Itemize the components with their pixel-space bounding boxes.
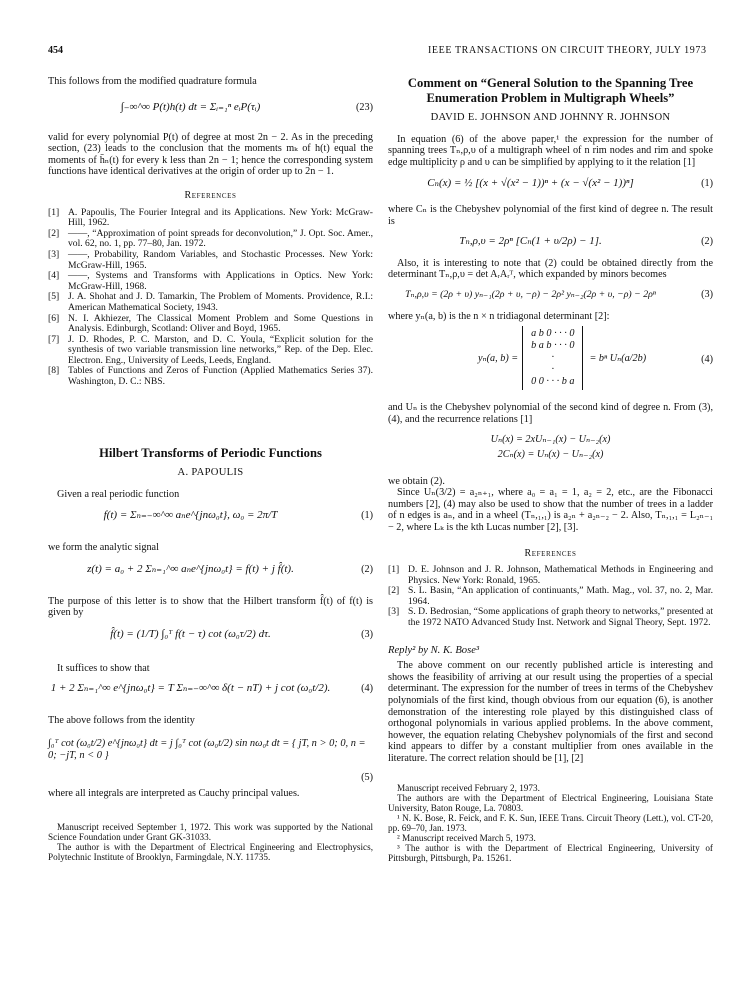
reference-item: [2] S. L. Basin, “An application of continuants,” Math. Mag., vol. 37, no. 2, Mar. 1964.	[388, 585, 713, 607]
paragraph: The above follows from the identity	[48, 714, 195, 726]
equation-23	[48, 88, 373, 132]
equation-number: (2)	[361, 563, 373, 575]
paragraph: In equation (6) of the above paper,¹ the expression for the number of spanning trees Tₙ,ρ,υ of a multigraph wheel of n rim nodes and rim and spoke edge multiplicity ρ and υ can be simplified by applying to it the relation [1]	[388, 133, 713, 168]
reference-item: [5] J. A. Shohat and J. D. Tamarkin, The Problem of Moments. Providence, R.I.: American Mathematical Society, 1943.	[48, 291, 373, 313]
footnote: ³ The author is with the Department of Electrical Engineering, University of Pittsburgh, Pittsburgh, Pa. 15261.	[388, 842, 713, 863]
footnote: ¹ N. K. Bose, R. Feick, and F. K. Sun, IEEE Trans. Circuit Theory (Lett.), vol. CT-20, pp. 69–70, Jan. 1973.	[388, 812, 713, 833]
paragraph: valid for every polynomial P(t) of degree at most 2n − 2. As in the preceding section, (23) leads to the conclusion that the moments mₖ of h(t) equal the moments of h̄ₙ(t) for every k less than 2n − 1; hence the corresponding system functions have identical derivatives at the origin of order up to 2n − 1.	[48, 131, 373, 178]
reference-item: [4] ——, Systems and Transforms with Applications in Optics. New York: McGraw-Hill, 1968.	[48, 270, 373, 292]
footnote: The author is with the Department of Electrical Engineering and Electrophysics, Polytechnic Institute of Brooklyn, Farmingdale, N.Y. 11735.	[48, 841, 373, 862]
page-number: 454	[48, 45, 63, 56]
equation-4	[48, 675, 373, 715]
equation-number: (1)	[361, 510, 373, 522]
footnotes	[388, 783, 713, 863]
equation-number: (3)	[701, 288, 713, 300]
intro-text: This follows from the modified quadrature formula	[48, 76, 257, 87]
references-heading: References	[524, 547, 577, 559]
paragraph: we form the analytic signal	[48, 542, 159, 554]
equation-4	[388, 322, 713, 402]
paragraph: The purpose of this letter is to show that the Hilbert transform f̂(t) of f(t) is given by	[48, 595, 373, 619]
equation-body: Tₙ,ρ,υ = 2ρⁿ [Cₙ(1 + υ/2ρ) − 1].	[459, 234, 602, 247]
reference-item: [7] J. D. Rhodes, P. C. Marston, and D. C. Youla, “Explicit solution for the synthesis of two variable transmission line networks,” Rep. of the Dep. Elec. Electron. Eng., University of Leeds, Leeds, England.	[48, 333, 373, 366]
paragraph: It suffices to show that	[57, 662, 150, 674]
footnote: The authors are with the Department of Electrical Engineering, Louisiana State University, Baton Rouge, La. 70803.	[388, 792, 713, 813]
tridiagonal-determinant: a b 0 · · · 0 b a b · · · 0 · · 0 0 · · · b a	[522, 326, 583, 390]
equation-2	[388, 228, 713, 258]
equation-number: (23)	[356, 101, 373, 113]
equation-number: (3)	[361, 628, 373, 640]
footnotes	[48, 822, 373, 862]
equation-body: f̂(t) = (1/T) ∫₀ᵀ f(t − τ) cot (ω₀τ/2) dτ.	[110, 627, 271, 640]
equation-body: ∫₋∞^∞ P(t)h(t) dt = Σᵢ₌₁ⁿ eᵢP(τᵢ)	[120, 100, 261, 113]
equation-lhs: yₙ(a, b) =	[478, 352, 519, 364]
equation-body: ∫₀ᵀ cot (ω₀t/2) e^{jnω₀t} dt = j ∫₀ᵀ cot (ω₀t/2) sin nω₀t dt = { jT, n > 0; 0, n = 0; −jT, n < 0 }	[48, 738, 366, 761]
equation-body: z(t) = a₀ + 2 Σₙ₌₁^∞ aₙe^{jnω₀t} = f(t) + j f̂(t).	[87, 562, 294, 575]
equation-5	[48, 726, 373, 784]
reference-item: [3] S. D. Bedrosian, “Some applications of graph theory to networks,” presented at the 1972 NATO Advanced Study Inst. Network and Signal Theory, Sept. 1972.	[388, 606, 713, 629]
article-authors: DAVID E. JOHNSON AND JOHNNY R. JOHNSON	[430, 112, 671, 123]
footnote: ² Manuscript received March 5, 1973.	[397, 832, 536, 843]
recurrence-equations: Uₙ(x) = 2xUₙ₋₁(x) − Uₙ₋₂(x) 2Cₙ(x) = Uₙ(x) − Uₙ₋₂(x)	[490, 433, 611, 460]
equation-3	[388, 281, 713, 311]
paragraph: Since Uₙ(3/2) = a₂ₙ₊₁, where a₀ = a₁ = 1, a₂ = 2, etc., are the Fibonacci numbers [2], (4) may also be used to show that the number of trees in a ladder of n edges is aₙ, and in a wheel (Tₙ,₁,₁) is a₂ₙ + a₂ₙ₋₂ − 2. Also, Tₙ,₁,₁ = L₂ₙ₋₁ − 2, where Lₖ is the kth Lucas number [2], [3].	[388, 487, 713, 533]
equation-body: Cₙ(x) = ½ [(x + √(x² − 1))ⁿ + (x − √(x² − 1))ⁿ]	[427, 177, 634, 190]
comment-article	[388, 76, 713, 863]
equation-number: (4)	[701, 354, 713, 366]
paragraph: we obtain (2).	[388, 475, 445, 487]
equation-number: (2)	[701, 235, 713, 247]
paragraph: Given a real periodic function	[57, 488, 180, 500]
equation-3	[48, 619, 373, 663]
equation-body: f(t) = Σₙ₌₋∞^∞ aₙe^{jnω₀t}, ω₀ = 2π/T	[103, 509, 278, 522]
reference-item: [1] A. Papoulis, The Fourier Integral and its Applications. New York: McGraw-Hill, 1962.	[48, 206, 373, 229]
equation-body: 1 + 2 Σₙ₌₁^∞ e^{jnω₀t} = T Σₙ₌₋∞^∞ δ(t − nT) + j cot (ω₀t/2).	[50, 681, 331, 694]
reference-list	[388, 565, 713, 629]
paragraph: and Uₙ is the Chebyshev polynomial of the second kind of degree n. From (3), (4), and the recurrence relations [1]	[388, 402, 713, 425]
left-column	[48, 76, 373, 388]
reply-heading: Reply² by N. K. Bose³	[388, 644, 480, 656]
equation-body: Tₙ,ρ,υ = (2ρ + υ) yₙ₋₁(2ρ + υ, −ρ) − 2ρ² yₙ₋₂(2ρ + υ, −ρ) − 2ρⁿ	[405, 288, 656, 300]
equation-rhs: = bⁿ Uₙ(a/2b)	[589, 352, 647, 364]
equation-2	[48, 554, 373, 596]
paragraph: where all integrals are interpreted as Cauchy principal values.	[48, 788, 300, 800]
running-head: IEEE TRANSACTIONS ON CIRCUIT THEORY, JULY 1973	[428, 45, 707, 56]
paragraph: where yₙ(a, b) is the n × n tridiagonal determinant [2]:	[388, 310, 610, 322]
reference-item: [6] N. I. Akhiezer, The Classical Moment Problem and Some Questions in Analysis. Edinburgh, Scotland: Oliver and Boyd, 1965.	[48, 312, 373, 335]
reference-item: [1] D. E. Johnson and J. R. Johnson, Mathematical Methods in Engineering and Physics. New York: Ronald, 1965.	[388, 564, 713, 586]
article-title: Hilbert Transforms of Periodic Functions	[99, 446, 322, 460]
reference-item: [2] ——, “Approximation of point spreads for deconvolution,” J. Opt. Soc. Amer., vol. 62, no. 1, pp. 77–80, Jan. 1972.	[48, 227, 373, 250]
paragraph: Also, it is interesting to note that (2) could be obtained directly from the determinant Tₙ,ρ,υ = det AᵣAᵣᵀ, which expanded by minors becomes	[388, 257, 713, 281]
reference-list	[48, 208, 373, 388]
equation-number: (4)	[361, 682, 373, 694]
footnote: Manuscript received September 1, 1972. This work was supported by the National Science Foundation under Grant GK-31033.	[48, 821, 373, 842]
equation-number: (5)	[361, 772, 373, 784]
reply-paragraph: The above comment on our recently published article is interesting and shows the feasibility of arriving at our result using the properties of a special determinant. The expression for the number of trees in terms of the Chebyshev polynomials of the first kind, though obvious from our equation (6), is another demonstration of the interesting role played by this distinguished class of orthogonal polynomials in various applied problems. In the above comment, however, the equation relating Chebyshev polynomials of the first and second kind appears to differ by a constant multiplier from ones available in the literature. The correct relation should be [1], [2]	[388, 660, 713, 764]
equation-1	[48, 500, 373, 542]
article-author: A. PAPOULIS	[177, 467, 244, 478]
article-title: Comment on “General Solution to the Spanning Tree Enumeration Problem in Multigraph Wheels”	[407, 76, 694, 105]
footnote: Manuscript received February 2, 1973.	[397, 782, 540, 793]
references-heading: References	[184, 189, 237, 201]
equation-1	[388, 168, 713, 204]
equation-number: (1)	[701, 178, 713, 190]
paragraph: where Cₙ is the Chebyshev polynomial of the first kind of degree n. The result is	[388, 204, 713, 227]
reference-item: [8] Tables of Functions and Zeros of Function (Applied Mathematics Series 37). Washington, D. C.: NBS.	[48, 365, 373, 388]
reference-item: [3] ——, Probability, Random Variables, and Stochastic Processes. New York: McGraw-Hill, 1965.	[48, 248, 373, 271]
hilbert-article	[48, 446, 373, 862]
